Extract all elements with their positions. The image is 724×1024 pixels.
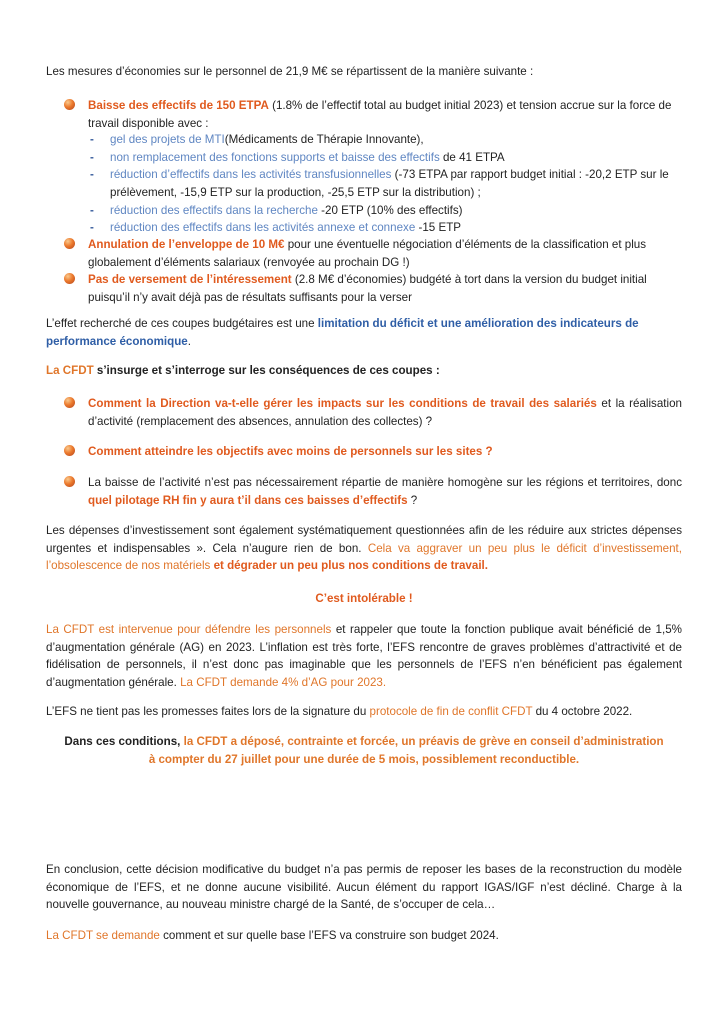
investissement-paragraph (46, 522, 682, 575)
bullet-text: (1.8% de l’effectif total au budget initial 2023) et tension accrue sur la force de travail disponible avec : (88, 99, 672, 130)
bullet-text: (2.8 M€ d’économies) budgété à tort dans la version du budget initial puisqu’il n’y avait déjà pas de résultats suffisants pour la verser (88, 273, 647, 304)
bullet-interessement (64, 271, 682, 306)
budget-2024-paragraph (46, 927, 682, 945)
sub-item-highlight: réduction des effectifs dans la recherche (110, 204, 318, 217)
cfdt-label: La CFDT (46, 364, 94, 377)
invest-bold-highlight: et dégrader un peu plus nos conditions de travail. (210, 559, 488, 572)
bullet-title: Baisse des effectifs de 150 ETPA (88, 99, 269, 112)
effet-highlight: limitation du déficit et une amélioration des indicateurs de performance économique (46, 317, 639, 348)
protocole-end: du 4 octobre 2022. (532, 705, 633, 718)
sub-item (90, 219, 682, 237)
intolerable-heading: C’est intolérable ! (315, 592, 413, 605)
question-pilotage-rh (64, 474, 682, 509)
bullet-title: Pas de versement de l’intéressement (88, 273, 292, 286)
bullet-text: pour une éventuelle négociation d’éléments de la classification et plus globalement d’éléments salariaux (renvoyée au prochain DG !) (88, 238, 647, 269)
dash-marker: - (90, 133, 94, 146)
intro-text: Les mesures d’économies sur le personnel de 21,9 M€ se répartissent de la manière suivante : (46, 65, 534, 78)
sub-item-text: -20 ETP (10% des effectifs) (317, 204, 463, 217)
preavis-line-2: à compter du 27 juillet pour une durée de 5 mois, possiblement reconductible. (148, 752, 580, 766)
sub-item-highlight: réduction des effectifs dans les activités annexe et connexe (110, 221, 416, 234)
augmentation-generale-paragraph (46, 621, 682, 691)
insurge-text: s’insurge et s’interroge sur les conséquences de ces coupes : (93, 364, 440, 377)
question-end: ? (407, 493, 418, 507)
question-conditions-travail (64, 395, 682, 430)
bullet-baisse-effectifs (64, 97, 682, 132)
budget-highlight: La CFDT se demande (46, 929, 160, 942)
dash-marker: - (90, 221, 94, 234)
sub-item-highlight: non remplacement des fonctions supports et baisse des effectifs (110, 151, 440, 164)
protocole-paragraph (46, 703, 682, 721)
dash-marker: - (90, 151, 94, 164)
question-objectifs (64, 443, 682, 461)
dash-marker: - (90, 204, 94, 217)
ag-highlight: La CFDT est intervenue pour défendre les personnels (46, 623, 332, 636)
orange-bullet-icon (64, 445, 75, 456)
sub-item-text: (Médicaments de Thérapie Innovante), (224, 133, 424, 146)
question-highlight: quel pilotage RH fin y aura t’il dans ces baisses d’effectifs (88, 493, 408, 507)
sub-item (90, 202, 682, 220)
effet-paragraph (46, 315, 682, 350)
sub-item-highlight: gel des projets de MTI (110, 133, 225, 146)
sub-item (90, 166, 682, 201)
orange-bullet-icon (64, 397, 75, 408)
sub-item-text: de 41 ETPA (439, 151, 505, 164)
conclusion-paragraph: En conclusion, cette décision modificative du budget n’a pas permis de reposer les bases de la reconstruction du modèle économique de l’EFS, et ne donne aucune visibilité. Aucun élément du rapport IGAS/IGF n’est décliné. Charge à la nouvelle gouvernance, au nouveau ministre chargé de la Santé, de s’occuper de cela… (46, 863, 682, 911)
bullet-title: Annulation de l’enveloppe de 10 M€ (88, 238, 285, 251)
sub-item (90, 149, 682, 167)
effet-text: L’effet recherché de ces coupes budgétaires est une (46, 317, 318, 330)
effet-end: . (187, 334, 191, 348)
invest-highlight: Cela va aggraver un peu plus le déficit d’investissement, l’obsolescence de nos matériels (46, 541, 682, 572)
protocole-highlight: protocole de fin de conflit CFDT (369, 705, 533, 718)
invest-text: Les dépenses d’investissement sont également systématiquement questionnées afin de les réduire aux strictes dépenses urgentes et indispensables ». Cela n’augure rien de bon. (46, 524, 682, 555)
sub-item-text: -15 ETP (415, 221, 462, 234)
sub-item-highlight: réduction d’effectifs dans les activités transfusionnelles (110, 168, 392, 181)
sub-item (90, 131, 682, 149)
question-highlight: Comment atteindre les objectifs avec moins de personnels sur les sites ? (88, 445, 493, 458)
dash-marker: - (90, 168, 94, 181)
preavis-line-1 (46, 733, 682, 751)
ag-text: et rappeler que toute la fonction publique avait bénéficié de 1,5% d’augmentation générale (AG) en 2023. L’inflation est très forte, l’EFS rencontre de graves problèmes d’attractivité et de fidélisation de personnels, il n’est donc pas imaginable que les personnels de l’EFS n’en bénéficient pas également d’augmentation générale. (46, 623, 682, 689)
question-highlight: Comment la Direction va-t-elle gérer les impacts sur les conditions de travail des salariés (88, 397, 597, 410)
protocole-text: L’EFS ne tient pas les promesses faites lors de la signature du (46, 705, 370, 718)
question-text: La baisse de l’activité n’est pas nécessairement répartie de manière homogène sur les régions et territoires, donc (88, 476, 682, 489)
budget-text: comment et sur quelle base l’EFS va construire son budget 2024. (159, 929, 499, 942)
orange-bullet-icon (64, 476, 75, 487)
orange-bullet-icon (64, 238, 75, 249)
orange-bullet-icon (64, 99, 75, 110)
question-text: et la réalisation d’activité (remplacement des absences, annulation des collectes) ? (88, 397, 682, 428)
preavis-highlight: la CFDT a déposé, contrainte et forcée, un préavis de grève en conseil d’administration (183, 735, 664, 748)
orange-bullet-icon (64, 273, 75, 284)
insurge-heading (46, 362, 682, 380)
sub-item-text: (-73 ETPA par rapport budget initial : -20,2 ETP sur le prélèvement, -15,9 ETP sur la production, -25,5 ETP sur la distribution) ; (110, 168, 669, 199)
preavis-greve-notice (46, 733, 682, 768)
ag-demand: La CFDT demande 4% d’AG pour 2023. (180, 675, 387, 689)
preavis-text: Dans ces conditions, (64, 735, 184, 748)
bullet-annulation-enveloppe (64, 236, 682, 271)
